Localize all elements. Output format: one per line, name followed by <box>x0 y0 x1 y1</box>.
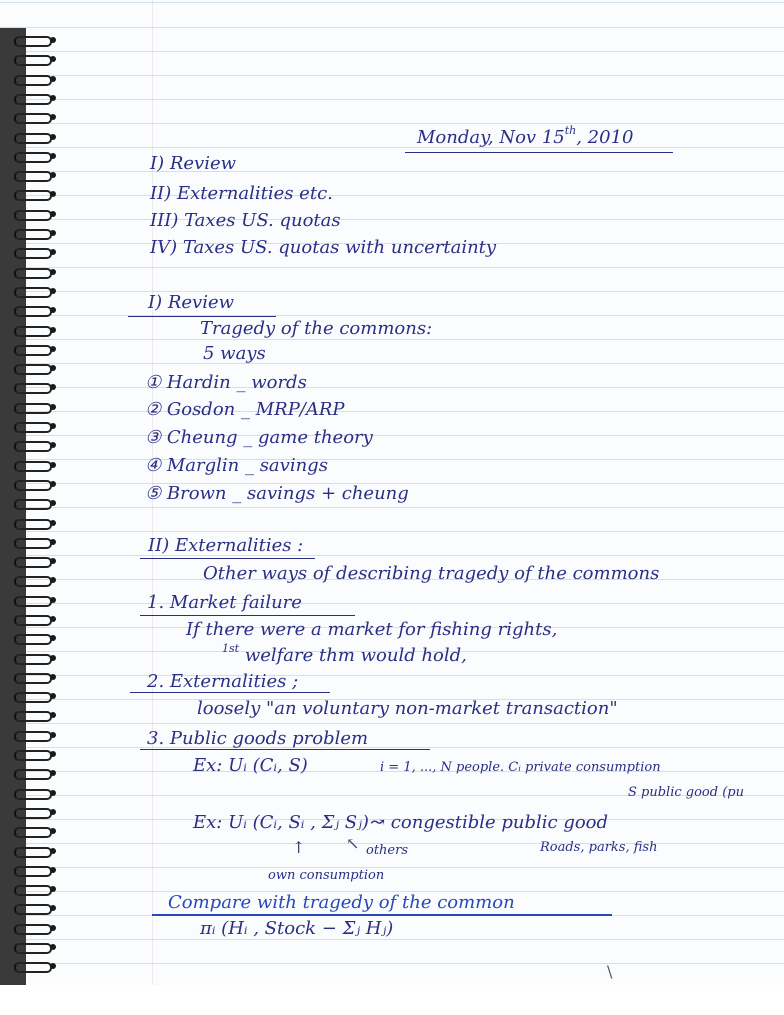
example-1-description: i = 1, ..., N people. Cᵢ private consumption <box>380 760 661 775</box>
spiral-ring <box>14 596 54 605</box>
ring-hole <box>50 828 56 834</box>
ring-loop <box>14 596 52 607</box>
spiral-ring <box>14 789 54 798</box>
ring-hole <box>50 153 56 159</box>
ring-loop <box>14 576 52 587</box>
date-superscript: th <box>564 124 577 137</box>
ring-loop <box>14 634 52 645</box>
outline-item: II) Externalities etc. <box>150 183 333 204</box>
ring-loop <box>14 480 52 491</box>
ring-hole <box>50 76 56 82</box>
ring-hole <box>50 944 56 950</box>
review-count: 5 ways <box>203 343 266 364</box>
spiral-ring <box>14 519 54 528</box>
ring-hole <box>50 963 56 969</box>
ring-hole <box>50 230 56 236</box>
externalities-definition: loosely "an voluntary non-market transaction" <box>197 698 618 719</box>
ring-hole <box>50 655 56 661</box>
ring-hole <box>50 867 56 873</box>
ring-loop <box>14 133 52 144</box>
ring-loop <box>14 190 52 201</box>
spiral-ring <box>14 885 54 894</box>
public-goods-heading: 3. Public goods problem <box>147 728 369 749</box>
ring-loop <box>14 519 52 530</box>
spiral-ring <box>14 152 54 161</box>
ring-hole <box>50 635 56 641</box>
spiral-ring <box>14 55 54 64</box>
others-arrow: ↖ <box>346 834 360 853</box>
spiral-ring <box>14 711 54 720</box>
spiral-ring <box>14 866 54 875</box>
example-2-examples: Roads, parks, fish <box>540 840 658 855</box>
ring-loop <box>14 769 52 780</box>
spiral-ring <box>14 210 54 219</box>
spiral-ring <box>14 75 54 84</box>
ring-loop <box>14 711 52 722</box>
ring-loop <box>14 808 52 819</box>
spiral-ring <box>14 133 54 142</box>
ring-hole <box>50 134 56 140</box>
ring-loop <box>14 673 52 684</box>
review-underline <box>128 316 276 317</box>
ring-loop <box>14 345 52 356</box>
spiral-ring <box>14 827 54 836</box>
outline-item: III) Taxes US. quotas <box>150 210 341 231</box>
spiral-ring <box>14 268 54 277</box>
spiral-ring <box>14 36 54 45</box>
date-heading <box>417 124 634 148</box>
market-failure-heading: 1. Market failure <box>147 592 302 613</box>
ring-loop <box>14 171 52 182</box>
spiral-ring <box>14 94 54 103</box>
example-1-utility: Ex: Uᵢ (Cᵢ, S) <box>193 755 308 776</box>
ring-hole <box>50 886 56 892</box>
ring-loop <box>14 904 52 915</box>
spiral-ring <box>14 345 54 354</box>
ring-loop <box>14 924 52 935</box>
ring-loop <box>14 326 52 337</box>
ring-loop <box>14 287 52 298</box>
market-failure-underline <box>140 615 355 616</box>
own-consumption-arrow: ↑ <box>292 838 306 857</box>
spiral-ring <box>14 943 54 952</box>
ring-hole <box>50 307 56 313</box>
review-list-item: ② Gosdon _ MRP/ARP <box>145 399 345 420</box>
ring-loop <box>14 557 52 568</box>
market-failure-text: If there were a market for fishing rights, <box>186 619 558 640</box>
ring-hole <box>50 481 56 487</box>
ring-loop <box>14 422 52 433</box>
ring-hole <box>50 712 56 718</box>
spiral-ring <box>14 673 54 682</box>
externalities-underline <box>140 558 315 559</box>
ring-loop <box>14 229 52 240</box>
date-underline <box>405 152 673 153</box>
spiral-ring <box>14 692 54 701</box>
ring-hole <box>50 905 56 911</box>
ring-loop <box>14 789 52 800</box>
spiral-ring <box>14 499 54 508</box>
ring-loop <box>14 268 52 279</box>
spiral-ring <box>14 808 54 817</box>
public-goods-underline <box>140 749 430 750</box>
externalities-intro: Other ways of describing tragedy of the commons <box>203 563 660 584</box>
ring-hole <box>50 790 56 796</box>
ring-loop <box>14 654 52 665</box>
ring-loop <box>14 827 52 838</box>
spiral-ring <box>14 750 54 759</box>
section-heading-review: I) Review <box>148 292 235 313</box>
compare-formula: πᵢ (Hᵢ , Stock − Σⱼ Hⱼ) <box>200 918 394 939</box>
welfare-theorem-text: welfare thm would hold, <box>244 645 467 666</box>
spiral-ring <box>14 364 54 373</box>
compare-heading: Compare with tragedy of the common <box>168 892 515 913</box>
ring-hole <box>50 191 56 197</box>
spiral-ring <box>14 403 54 412</box>
spiral-ring <box>14 480 54 489</box>
ring-loop <box>14 248 52 259</box>
spiral-ring <box>14 287 54 296</box>
spiral-ring <box>14 847 54 856</box>
ring-hole <box>50 327 56 333</box>
compare-underline <box>152 914 612 916</box>
ring-hole <box>50 365 56 371</box>
ring-hole <box>50 539 56 545</box>
ring-hole <box>50 211 56 217</box>
ring-hole <box>50 558 56 564</box>
review-list-item: ⑤ Brown _ savings + cheung <box>145 483 409 504</box>
outline-item: I) Review <box>150 153 237 174</box>
spiral-ring <box>14 576 54 585</box>
ring-loop <box>14 441 52 452</box>
ring-hole <box>50 751 56 757</box>
ring-hole <box>50 616 56 622</box>
ring-hole <box>50 442 56 448</box>
example-2-utility: Ex: Uᵢ (Cᵢ, Sᵢ , Σⱼ Sⱼ) <box>193 812 369 833</box>
ring-hole <box>50 384 56 390</box>
spiral-ring <box>14 615 54 624</box>
ring-hole <box>50 693 56 699</box>
ring-loop <box>14 615 52 626</box>
ring-loop <box>14 94 52 105</box>
spiral-ring <box>14 904 54 913</box>
ring-hole <box>50 848 56 854</box>
spiral-ring <box>14 962 54 971</box>
market-failure-text-2 <box>222 642 467 666</box>
ring-loop <box>14 210 52 221</box>
ring-loop <box>14 499 52 510</box>
date-text: Monday, Nov 15 <box>417 127 565 148</box>
spiral-ring <box>14 731 54 740</box>
ring-hole <box>50 37 56 43</box>
ring-hole <box>50 770 56 776</box>
ring-loop <box>14 75 52 86</box>
spiral-ring <box>14 769 54 778</box>
ring-hole <box>50 172 56 178</box>
own-consumption-label: own consumption <box>268 868 385 883</box>
ring-hole <box>50 269 56 275</box>
section-heading-externalities: II) Externalities : <box>148 535 304 556</box>
spiral-ring <box>14 654 54 663</box>
ring-loop <box>14 943 52 954</box>
ring-hole <box>50 95 56 101</box>
ring-hole <box>50 577 56 583</box>
ring-loop <box>14 403 52 414</box>
ring-loop <box>14 731 52 742</box>
ring-hole <box>50 500 56 506</box>
ring-loop <box>14 364 52 375</box>
ring-hole <box>50 404 56 410</box>
pen-mark: \ <box>607 962 613 981</box>
externalities-heading: 2. Externalities ; <box>147 671 299 692</box>
ring-loop <box>14 306 52 317</box>
ring-hole <box>50 288 56 294</box>
spiral-ring <box>14 924 54 933</box>
ring-hole <box>50 732 56 738</box>
review-list-item: ④ Marglin _ savings <box>145 455 328 476</box>
spiral-ring <box>14 306 54 315</box>
ring-hole <box>50 674 56 680</box>
spiral-ring <box>14 634 54 643</box>
ring-loop <box>14 962 52 973</box>
spiral-ring <box>14 171 54 180</box>
ring-hole <box>50 346 56 352</box>
ring-loop <box>14 383 52 394</box>
spiral-ring <box>14 461 54 470</box>
first-superscript: 1st <box>222 642 240 655</box>
spiral-ring <box>14 422 54 431</box>
ring-hole <box>50 114 56 120</box>
spiral-ring <box>14 383 54 392</box>
ring-hole <box>50 925 56 931</box>
ring-hole <box>50 809 56 815</box>
ring-loop <box>14 152 52 163</box>
example-1-public-good: S public good (pu <box>628 785 744 800</box>
ring-loop <box>14 461 52 472</box>
others-label: others <box>366 843 409 858</box>
spiral-ring <box>14 557 54 566</box>
spiral-ring <box>14 248 54 257</box>
ring-loop <box>14 866 52 877</box>
spiral-ring <box>14 229 54 238</box>
date-year: , 2010 <box>576 127 634 148</box>
spiral-ring <box>14 538 54 547</box>
spiral-ring <box>14 113 54 122</box>
ring-hole <box>50 423 56 429</box>
review-subtitle: Tragedy of the commons: <box>200 318 433 339</box>
ring-loop <box>14 55 52 66</box>
ring-loop <box>14 113 52 124</box>
example-2-description: ↝ congestible public good <box>370 812 609 833</box>
spiral-ring <box>14 190 54 199</box>
ring-loop <box>14 692 52 703</box>
review-list-item: ① Hardin _ words <box>145 372 307 393</box>
ring-hole <box>50 597 56 603</box>
review-list-item: ③ Cheung _ game theory <box>145 427 373 448</box>
spiral-ring <box>14 326 54 335</box>
outline-item: IV) Taxes US. quotas with uncertainty <box>150 237 497 258</box>
ring-loop <box>14 36 52 47</box>
ring-loop <box>14 750 52 761</box>
ring-hole <box>50 520 56 526</box>
externalities-item-underline <box>130 692 330 693</box>
ring-hole <box>50 56 56 62</box>
ring-hole <box>50 249 56 255</box>
spiral-ring <box>14 441 54 450</box>
ring-loop <box>14 885 52 896</box>
ring-loop <box>14 847 52 858</box>
ring-loop <box>14 538 52 549</box>
ring-hole <box>50 462 56 468</box>
